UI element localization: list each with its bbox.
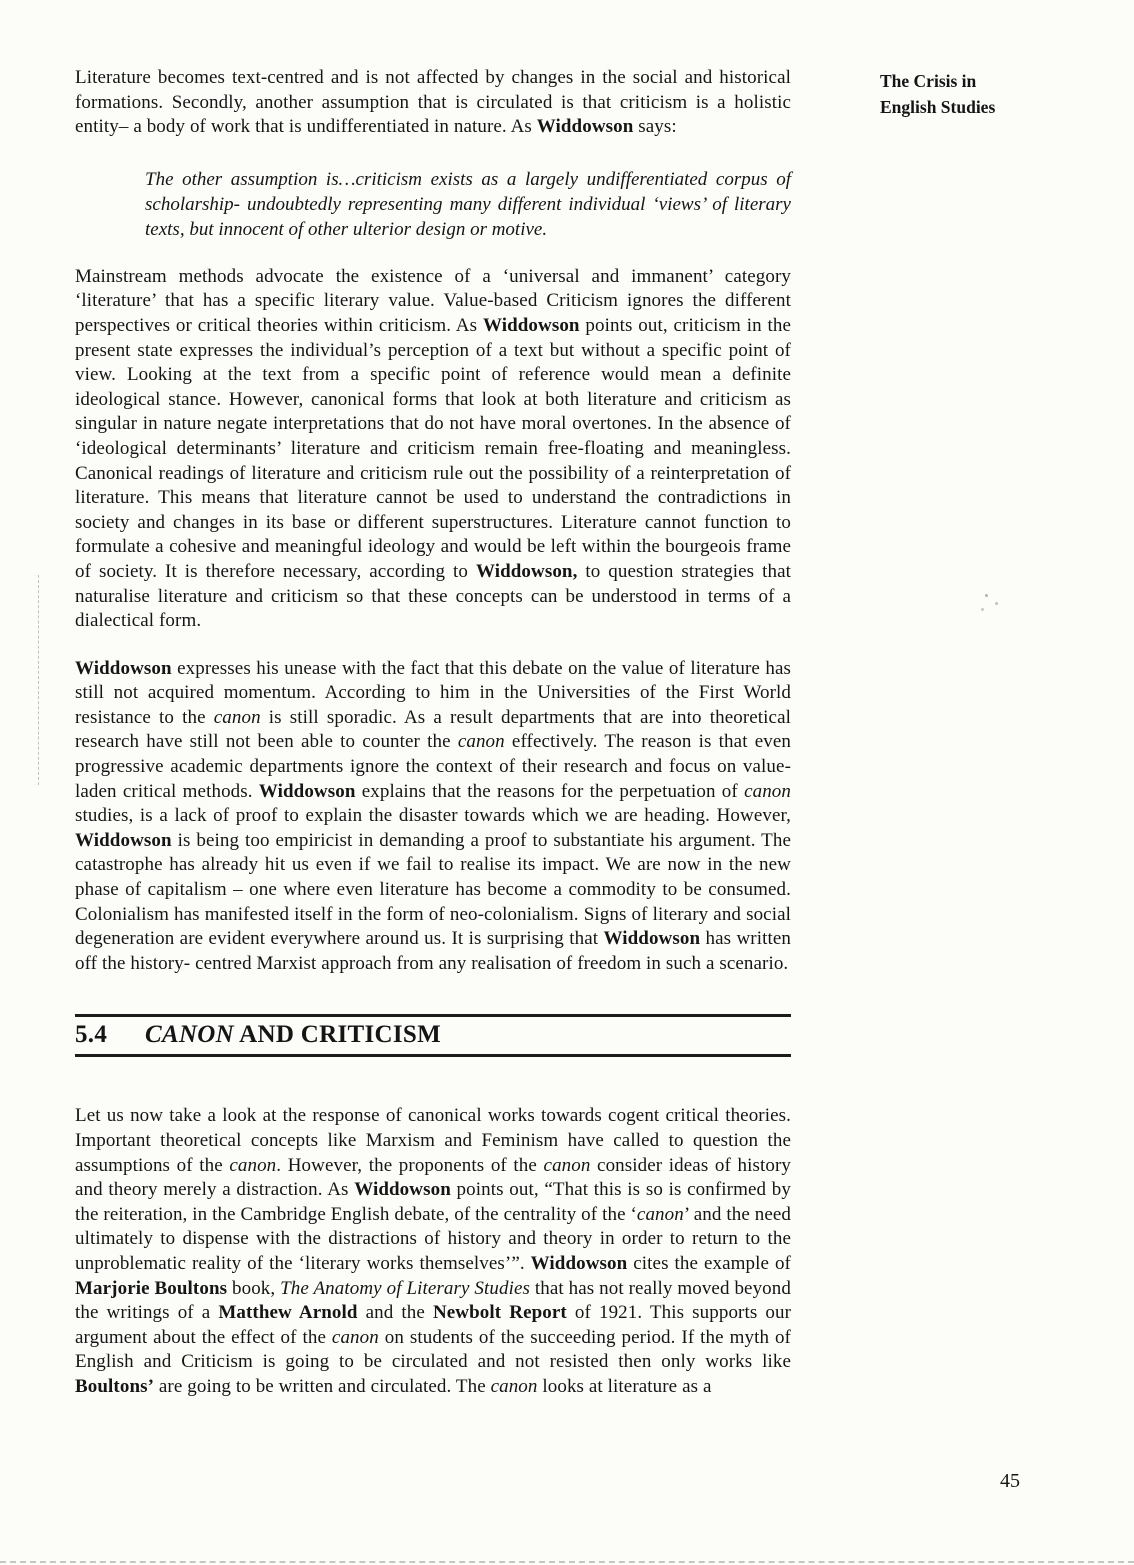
block-quote-widdowson: The other assumption is…criticism exists as a largely undifferentiated corpus of scholarship- undoubtedly representing many different individual ‘views’ of literary texts, but innocent of other ulterior design or motive. <box>145 168 791 240</box>
section-title-italic-part: CANON <box>145 1021 235 1049</box>
section-title <box>145 1021 441 1049</box>
section-title-rest: AND CRITICISM <box>234 1021 442 1049</box>
running-header-line2: English Studies <box>880 97 996 117</box>
scan-artifact-bottom-edge <box>0 1561 1134 1563</box>
running-header-line1: The Crisis in <box>880 71 977 91</box>
section-heading <box>75 1014 791 1057</box>
page-body <box>75 66 791 1400</box>
paragraph-mainstream-methods: Mainstream methods advocate the existence of a ‘universal and immanent’ category ‘literature’ that has a specific literary value. Value-based Criticism ignores the different perspectives or critical theories within criticism. As Widdowson points out, criticism in the present state expresses the individual’s perception of a text but without a specific point of view. Looking at the text from a specific point of reference would mean a definite ideological stance. However, canonical forms that look at both literature and criticism as singular in nature negate interpretations that do not have moral overtones. In the absence of ‘ideological determinants’ literature and criticism remain free-floating and meaningless. Canonical readings of literature and criticism rule out the possibility of a reinterpretation of literature. This means that literature cannot be used to understand the contradictions in society and changes in its base or different superstructures. Literature cannot function to formulate a cohesive and meaningful ideology and would be left within the bourgeois frame of society. It is therefore necessary, according to Widdowson, to question strategies that naturalise literature and criticism so that these concepts can be understood in terms of a dialectical form. <box>75 265 791 632</box>
scan-artifact-specks <box>985 594 988 597</box>
paragraph-canonical-response: Let us now take a look at the response of canonical works towards cogent critical theories. Important theoretical concepts like Marxism and Feminism have called to question the assumptions of the canon. However, the proponents of the canon consider ideas of history and theory merely a distraction. As Widdowson points out, “That this is so is confirmed by the reiteration, in the Cambridge English debate, of the centrality of the ‘canon’ and the need ultimately to dispense with the distractions of history and theory in order to return to the unproblematic reality of the ‘literary works themselves’”. Widdowson cites the example of Marjorie Boultons book, The Anatomy of Literary Studies that has not really moved beyond the writings of a Matthew Arnold and the Newbolt Report of 1921. This supports our argument about the effect of the canon on students of the succeeding period. If the myth of English and Criticism is going to be circulated and not resisted then only works like Boultons’ are going to be written and circulated. The canon looks at literature as a <box>75 1105 792 1397</box>
page-number: 45 <box>1000 1470 1020 1492</box>
running-header <box>880 68 995 120</box>
paragraph-literature-text-centred: Literature becomes text-centred and is not affected by changes in the social and historical formations. Secondly, another assumption that is circulated is that criticism is a holistic entity– a body of work that is undifferentiated in nature. As Widdowson says: <box>75 67 791 138</box>
paragraph-widdowson-unease: Widdowson expresses his unease with the fact that this debate on the value of literature has still not acquired momentum. According to him in the Universities of the First World resistance to the canon is still sporadic. As a result departments that are into theoretical research have still not been able to counter the canon effectively. The reason is that even progressive academic departments ignore the context of their research and focus on value-laden critical methods. Widdowson explains that the reasons for the perpetuation of canon studies, is a lack of proof to explain the disaster towards which we are heading. However, Widdowson is being too empiricist in demanding a proof to substantiate his argument. The catastrophe has already hit us even if we fail to realise its impact. We are now in the new phase of capitalism – one where even literature has become a commodity to be consumed. Colonialism has manifested itself in the form of neo-colonialism. Signs of literary and social degeneration are evident everywhere around us. It is surprising that Widdowson has written off the history- centred Marxist approach from any realisation of freedom in such a scenario. <box>75 657 791 974</box>
section-number: 5.4 <box>75 1021 108 1049</box>
scan-artifact-left-margin-line <box>38 575 39 785</box>
